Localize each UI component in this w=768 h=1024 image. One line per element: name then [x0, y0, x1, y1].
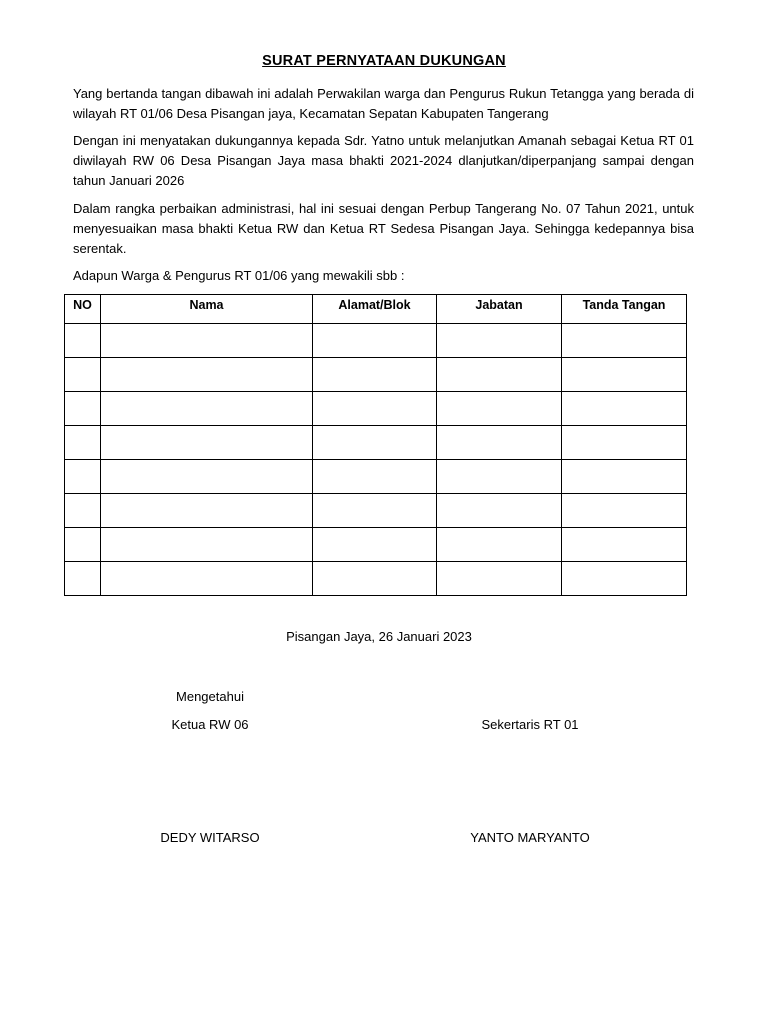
table-cell	[437, 358, 562, 392]
table-cell	[437, 324, 562, 358]
table-cell	[313, 392, 437, 426]
table-cell	[313, 324, 437, 358]
table-cell	[101, 528, 313, 562]
signature-table	[64, 294, 687, 596]
table-cell	[562, 358, 687, 392]
document-title: SURAT PERNYATAAN DUKUNGAN	[262, 53, 506, 69]
table-cell	[65, 358, 101, 392]
table-cell	[101, 324, 313, 358]
paragraph-intro: Yang bertanda tangan dibawah ini adalah Perwakilan warga dan Pengurus Rukun Tetangga yang berada di wilayah RT 01/06 Desa Pisangan jaya, Kecamatan Sepatan Kabupaten Tangerang	[73, 86, 694, 121]
table-body	[65, 324, 687, 596]
table-cell	[65, 392, 101, 426]
header-tanda-tangan: Tanda Tangan	[562, 295, 687, 324]
header-alamat: Alamat/Blok	[313, 295, 437, 324]
place-and-date: Pisangan Jaya, 26 Januari 2023	[286, 629, 472, 644]
table-cell	[65, 324, 101, 358]
ketua-rw-name: DEDY WITARSO	[160, 830, 260, 845]
table-row	[65, 358, 687, 392]
table-cell	[313, 460, 437, 494]
table-cell	[65, 494, 101, 528]
table-row	[65, 426, 687, 460]
table-row	[65, 324, 687, 358]
table-row	[65, 392, 687, 426]
table-cell	[562, 562, 687, 596]
paragraph-representatives: Adapun Warga & Pengurus RT 01/06 yang mewakili sbb :	[73, 268, 405, 283]
table-cell	[101, 392, 313, 426]
table-cell	[437, 494, 562, 528]
table-cell	[101, 426, 313, 460]
table-row	[65, 460, 687, 494]
paragraph-administration: Dalam rangka perbaikan administrasi, hal ini sesuai dengan Perbup Tangerang No. 07 Tahun 2021, untuk menyesuaikan masa bhakti Ketua RW dan Ketua RT Sedesa Pisangan Jaya. Sehingga kedepannya bisa serentak.	[73, 201, 694, 256]
sekertaris-rt-name: YANTO MARYANTO	[470, 830, 590, 845]
table-cell	[65, 528, 101, 562]
header-no: NO	[65, 295, 101, 324]
table-cell	[562, 460, 687, 494]
table-cell	[437, 562, 562, 596]
table-cell	[101, 358, 313, 392]
table-cell	[562, 426, 687, 460]
table-cell	[562, 494, 687, 528]
table-cell	[101, 494, 313, 528]
table-cell	[313, 562, 437, 596]
ketua-rw-role: Ketua RW 06	[171, 717, 249, 732]
table-cell	[101, 562, 313, 596]
table-cell	[562, 392, 687, 426]
table-cell	[65, 426, 101, 460]
table-row	[65, 528, 687, 562]
table-cell	[313, 426, 437, 460]
table-cell	[437, 392, 562, 426]
table-cell	[313, 358, 437, 392]
table-row	[65, 494, 687, 528]
table-cell	[437, 460, 562, 494]
mengetahui-label: Mengetahui	[176, 689, 244, 704]
table-cell	[101, 460, 313, 494]
table-row	[65, 562, 687, 596]
table-cell	[562, 528, 687, 562]
header-nama: Nama	[101, 295, 313, 324]
table-header-row	[65, 295, 687, 324]
table-cell	[65, 562, 101, 596]
paragraph-support: Dengan ini menyatakan dukungannya kepada Sdr. Yatno untuk melanjutkan Amanah sebagai Ketua RT 01 diwilayah RW 06 Desa Pisangan Jaya masa bhakti 2021-2024 dlanjutkan/diperpanjang sampai dengan tahun Januari 2026	[73, 133, 694, 188]
sekertaris-rt-role: Sekertaris RT 01	[481, 717, 579, 732]
table-cell	[437, 528, 562, 562]
table-cell	[313, 494, 437, 528]
table-cell	[562, 324, 687, 358]
header-jabatan: Jabatan	[437, 295, 562, 324]
table-cell	[437, 426, 562, 460]
table-cell	[65, 460, 101, 494]
table-cell	[313, 528, 437, 562]
